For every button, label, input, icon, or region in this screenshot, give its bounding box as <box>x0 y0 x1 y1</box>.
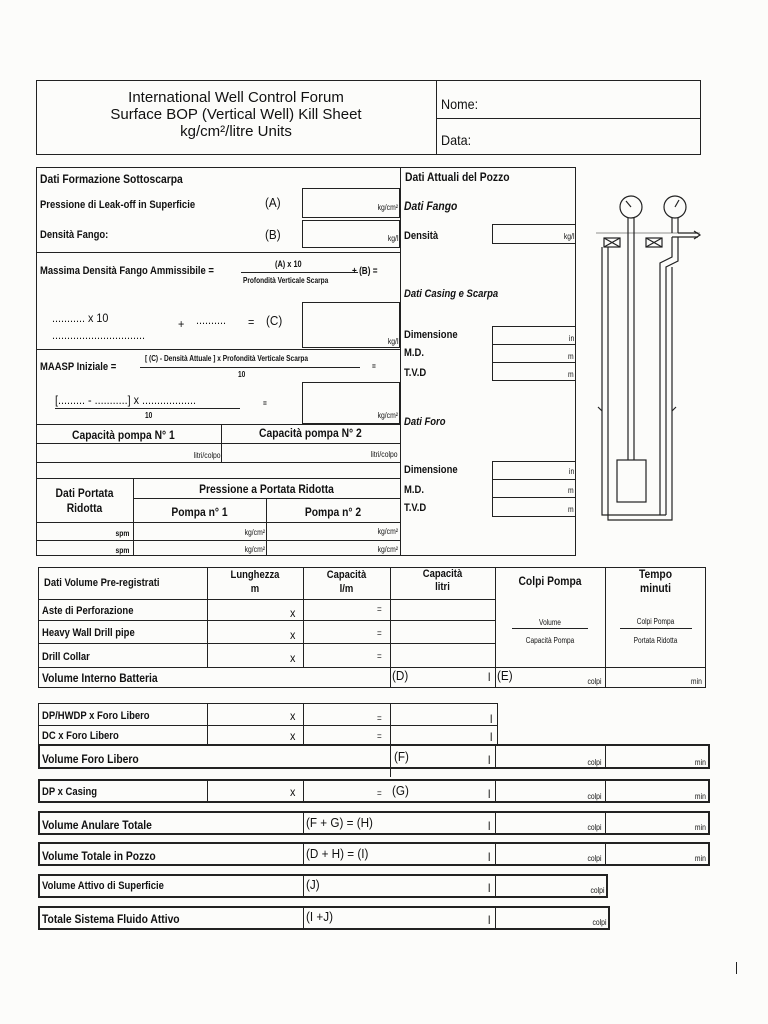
maxdens-den: Profondità Verticale Scarpa <box>243 276 329 285</box>
pump-col-divider <box>266 498 267 556</box>
maasp-calc-den: 10 <box>145 411 153 420</box>
maxdens-plus: + (B) = <box>352 266 378 277</box>
col-divider <box>605 744 606 769</box>
time-formula-num: Colpi Pompa <box>636 617 675 626</box>
srp-unit: kg/cm² <box>377 527 398 536</box>
leakoff-unit: kg/cm² <box>377 203 398 212</box>
col-capl: Capacità <box>422 568 463 580</box>
litre-unit: l <box>488 819 491 833</box>
code-e: (E) <box>497 668 513 683</box>
title-line3: kg/cm²/litre Units <box>180 123 292 140</box>
rule <box>36 462 400 463</box>
casing-dim-label: Dimensione <box>404 329 458 341</box>
rule <box>38 620 390 621</box>
col-strokes: Colpi Pompa <box>518 574 582 588</box>
x-sign: x <box>290 729 296 743</box>
min-unit: min <box>695 792 706 801</box>
col-divider <box>495 906 496 930</box>
density-label: Densità Fango: <box>40 229 109 241</box>
leakoff-code: (A) <box>265 195 281 210</box>
col-divider <box>303 906 304 930</box>
strokes-unit: colpi <box>587 758 601 767</box>
col-divider <box>207 567 208 667</box>
col-time: Tempo <box>638 567 673 581</box>
header-split <box>436 118 701 119</box>
rule <box>36 252 400 253</box>
col-divider <box>495 567 496 688</box>
leakoff-label: Pressione di Leak-off in Superficie <box>40 199 196 211</box>
col-time-unit: minuti <box>640 581 671 595</box>
rule <box>36 424 400 425</box>
calc-dots: .......... <box>196 313 227 327</box>
strokes-unit: colpi <box>587 823 601 832</box>
maxdens-label: Massima Densità Fango Ammissibile = <box>40 265 214 277</box>
casing-tvd-unit: m <box>568 370 574 379</box>
code-h: (F + G) = (H) <box>306 815 373 830</box>
rule <box>36 349 400 350</box>
col-capl-unit: litri <box>435 581 450 593</box>
pump1-header: Pompa n° 1 <box>171 505 228 519</box>
col-divider <box>495 779 496 803</box>
maasp-calc: [......... - ...........] x .................. <box>55 393 197 407</box>
rule <box>492 479 576 480</box>
eq-sign: = <box>377 713 382 723</box>
col-divider <box>303 842 304 866</box>
fraction-bar <box>140 367 360 368</box>
casing-md-unit: m <box>568 352 574 361</box>
col-divider <box>207 779 208 803</box>
rule <box>390 643 495 644</box>
eq-sign: = <box>377 651 382 661</box>
maxdens-num: (A) x 10 <box>275 259 302 269</box>
strokes-unit: colpi <box>590 886 604 895</box>
fraction-bar <box>512 628 588 629</box>
rule <box>390 599 495 600</box>
dpcasing-row <box>38 779 710 803</box>
col-cap: Capacità <box>326 569 367 581</box>
code-j: (J) <box>306 877 320 892</box>
litre-unit: l <box>490 712 493 726</box>
litre-unit: l <box>488 787 491 801</box>
rule <box>38 599 390 600</box>
time-formula-den: Portata Ridotta <box>633 636 678 645</box>
rule <box>36 443 400 444</box>
code-i: (D + H) = (I) <box>306 846 369 861</box>
x-sign: x <box>290 606 296 620</box>
col-divider <box>303 874 304 898</box>
strokes-unit: colpi <box>592 918 606 927</box>
mud-title: Dati Fango <box>404 199 458 213</box>
hole-tvd-label: T.V.D <box>404 502 427 514</box>
rule <box>36 478 400 479</box>
strokes-unit: colpi <box>587 677 601 686</box>
fraction-bar <box>620 628 692 629</box>
casing-dim-unit: in <box>568 334 574 343</box>
col-divider <box>303 567 304 667</box>
hole-title: Dati Foro <box>404 416 446 428</box>
dpcasing-label: DP x Casing <box>42 786 98 798</box>
formation-well-divider <box>400 167 401 556</box>
col-divider <box>207 703 208 745</box>
well-density-label: Densità <box>404 230 439 242</box>
rule <box>492 362 576 363</box>
min-unit: min <box>691 677 702 686</box>
oh-row2: DC x Foro Libero <box>42 730 119 742</box>
min-unit: min <box>695 854 706 863</box>
col-divider <box>495 744 496 769</box>
date-label: Data: <box>441 132 472 148</box>
srp-unit: kg/cm² <box>244 528 265 537</box>
srp-unit: kg/cm² <box>244 545 265 554</box>
srp-unit: kg/cm² <box>377 545 398 554</box>
rule <box>38 667 706 668</box>
srd-title1: Dati Portata <box>55 486 114 500</box>
litre-unit: l <box>488 670 491 684</box>
fraction-bar <box>241 272 358 273</box>
well-density-unit: kg/l <box>563 232 574 241</box>
density-field[interactable] <box>302 220 400 248</box>
srd-title2: Ridotta <box>66 501 103 515</box>
maxdens-unit: kg/l <box>387 337 398 346</box>
calc-code: (C) <box>266 313 283 328</box>
well-diagram <box>590 185 715 535</box>
title-line1: International Well Control Forum <box>128 89 344 106</box>
litre-unit: l <box>488 850 491 864</box>
volume-title: Dati Volume Pre-registrati <box>44 577 160 589</box>
col-divider <box>495 811 496 835</box>
row-dc: Drill Collar <box>42 651 90 663</box>
col-length: Lunghezza <box>230 569 280 581</box>
maasp-num: [ (C) - Densità Attuale ] x Profondità Verticale Scarpa <box>145 354 309 363</box>
calc-line2: ............................... <box>52 328 146 342</box>
col-divider <box>303 703 304 745</box>
calc-line1: ........... x 10 <box>52 311 109 325</box>
openhole-volume-label: Volume Foro Libero <box>42 752 139 766</box>
code-g: (G) <box>392 783 409 798</box>
x-sign: x <box>290 709 296 723</box>
maasp-label: MAASP Iniziale = <box>40 361 117 373</box>
hole-md-label: M.D. <box>404 484 424 496</box>
strokes-formula-den: Capacità Pompa <box>525 636 575 645</box>
hole-tvd-unit: m <box>568 505 574 514</box>
litre-unit: l <box>488 913 491 927</box>
eq-sign: = <box>377 788 382 798</box>
litre-unit: l <box>488 881 491 895</box>
density-unit: kg/l <box>387 234 398 243</box>
row-dp: Aste di Perforazione <box>42 605 134 617</box>
casing-fields[interactable] <box>492 326 576 381</box>
rule <box>36 522 400 523</box>
col-divider <box>390 567 391 688</box>
density-code: (B) <box>265 227 281 242</box>
pump2-header: Pompa n° 2 <box>304 505 362 519</box>
active-label: Volume Attivo di Superficie <box>42 880 164 892</box>
x-sign: x <box>290 628 296 642</box>
maasp-eq: = <box>372 362 376 371</box>
strokes-unit: colpi <box>587 792 601 801</box>
min-unit: min <box>695 823 706 832</box>
formation-title: Dati Formazione Sottoscarpa <box>40 172 183 186</box>
pump1-cap-label: Capacità pompa N° 1 <box>72 428 175 442</box>
rule <box>492 497 576 498</box>
calc-eq: = <box>248 315 255 329</box>
col-divider <box>303 779 304 803</box>
col-divider <box>495 842 496 866</box>
maxdens-field[interactable] <box>302 302 400 348</box>
pump2-cap-unit: litri/colpo <box>371 450 398 459</box>
title-line2: Surface BOP (Vertical Well) Kill Sheet <box>110 106 362 123</box>
annular-label: Volume Anulare Totale <box>42 818 152 832</box>
name-label: Nome: <box>441 96 479 112</box>
col-divider <box>605 811 606 835</box>
system-label: Totale Sistema Fluido Attivo <box>42 912 180 926</box>
code-ij: (I +J) <box>306 909 333 924</box>
litre-unit: l <box>490 730 493 744</box>
srp-title: Pressione a Portata Ridotta <box>199 482 334 496</box>
casing-md-label: M.D. <box>404 347 424 359</box>
fraction-bar <box>55 408 240 409</box>
rule <box>492 344 576 345</box>
pump1-cap-unit: litri/colpo <box>194 451 221 460</box>
litre-unit: l <box>488 753 491 767</box>
strokes-unit: colpi <box>587 854 601 863</box>
openhole-volume-row <box>38 744 710 769</box>
rule <box>390 620 495 621</box>
strokes-formula-num: Volume <box>539 618 561 627</box>
col-divider <box>605 842 606 866</box>
maasp-unit: kg/cm² <box>377 411 398 420</box>
code-f: (F) <box>394 749 409 764</box>
calc-plus: + <box>178 317 185 331</box>
code-d: (D) <box>392 668 409 683</box>
rule <box>38 725 498 726</box>
internal-volume-label: Volume Interno Batteria <box>42 671 158 685</box>
srd-divider <box>133 478 134 556</box>
hole-dim-unit: in <box>568 467 574 476</box>
col-cap-unit: l/m <box>339 583 354 595</box>
spm-label: spm <box>115 546 129 555</box>
col-divider <box>605 567 606 688</box>
casing-title: Dati Casing e Scarpa <box>404 288 499 300</box>
hole-md-unit: m <box>568 486 574 495</box>
col-divider <box>605 779 606 803</box>
maasp-den: 10 <box>238 370 246 379</box>
rule <box>36 540 400 541</box>
eq-sign: = <box>377 604 382 614</box>
col-divider <box>495 874 496 898</box>
total-label: Volume Totale in Pozzo <box>42 849 156 863</box>
pump2-cap-label: Capacità pompa N° 2 <box>259 426 362 440</box>
oh-row1: DP/HWDP x Foro Libero <box>42 710 150 722</box>
col-length-unit: m <box>250 583 260 595</box>
scan-mark <box>736 962 737 974</box>
min-unit: min <box>695 758 706 767</box>
x-sign: x <box>290 785 296 799</box>
maasp-calc-eq: = <box>263 399 267 408</box>
col-divider <box>303 811 304 835</box>
eq-sign: = <box>377 731 382 741</box>
well-title: Dati Attuali del Pozzo <box>405 170 510 184</box>
spm-label: spm <box>115 529 129 538</box>
x-sign: x <box>290 651 296 665</box>
eq-sign: = <box>377 628 382 638</box>
rule <box>38 643 390 644</box>
casing-tvd-label: T.V.D <box>404 367 427 379</box>
row-hwdp: Heavy Wall Drill pipe <box>42 627 135 639</box>
hole-fields[interactable] <box>492 461 576 517</box>
hole-dim-label: Dimensione <box>404 464 458 476</box>
